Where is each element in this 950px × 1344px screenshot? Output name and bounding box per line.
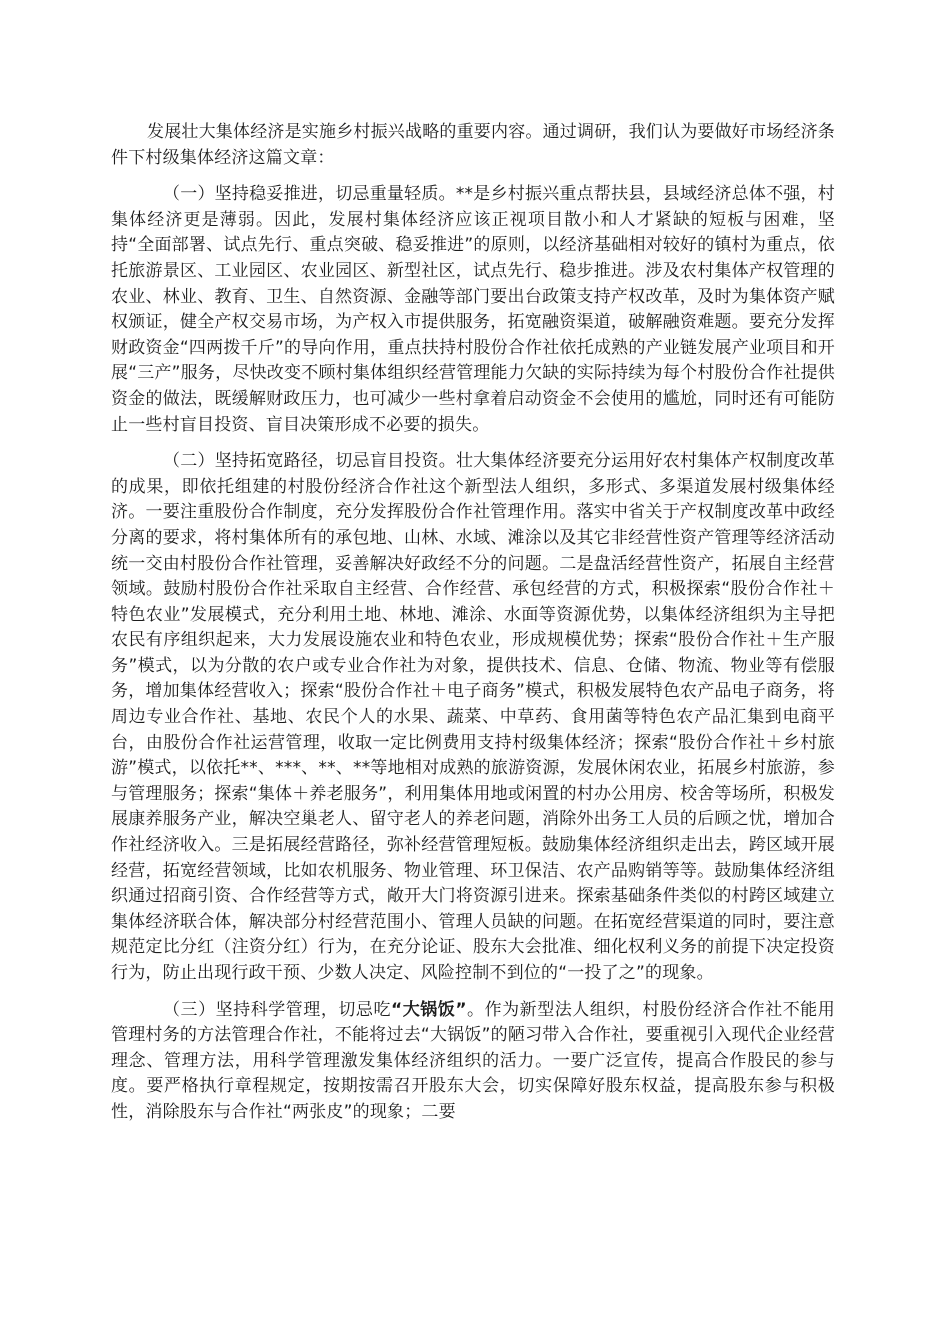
document-page bbox=[111, 120, 835, 1137]
section-three-heading: （三）坚持科学管理，切忌吃 bbox=[163, 999, 391, 1020]
section-three-heading-end: 。 bbox=[466, 999, 485, 1020]
section-two-paragraph bbox=[111, 449, 835, 986]
section-three-body: 作为新型法人组织，村股份经济合作社不能用管理村务的方法管理合作社，不能将过去“大锅饭”的陋习带入合作社，要重视引入现代企业经营理念、管理方法，用科学管理激发集体经济组织的活力。一要广泛宣传，提高合作股民的参与度。要严格执行章程规定，按期按需召开股东大会，切实保障好股东权益，提高股东参与积极性，消除股东与合作社“两张皮”的现象；二要 bbox=[111, 999, 836, 1122]
section-two-body: 壮大集体经济要充分运用好农村集体产权制度改革的成果，即依托组建的村股份经济合作社这个新型法人组织，多形式、多渠道发展村级集体经济。一要注重股份合作制度，充分发挥股份合作社管理作用。落实中省关于产权制度改革中政经分离的要求，将村集体所有的承包地、山林、水域、滩涂以及其它非经营性资产管理等经济活动统一交由村股份合作社管理，妥善解决好政经不分的问题。二是盘活经营性资产，拓展自主经营领域。鼓励村股份合作社采取自主经营、合作经营、承包经营的方式，积极探索“股份合作社＋特色农业”发展模式，充分利用土地、林地、滩涂、水面等资源优势，以集体经济组织为主导把农民有序组织起来，大力发展设施农业和特色农业，形成规模优势；探索“股份合作社＋生产服务”模式，以为分散的农户或专业合作社为对象，提供技术、信息、仓储、物流、物业等有偿服务，增加集体经营收入；探索“股份合作社＋电子商务”模式，积极发展特色农产品电子商务，将周边专业合作社、基地、农民个人的水果、蔬菜、中草药、食用菌等特色农产品汇集到电商平台，由股份合作社运营管理，收取一定比例费用支持村级集体经济；探索“股份合作社＋乡村旅游”模式，以依托**、***、**、**等地相对成熟的旅游资源，发展休闲农业，拓展乡村旅游，参与管理服务；探索“集体＋养老服务”，利用集体用地或闲置的村办公用房、校舍等场所，积极发展康养服务产业，解决空巢老人、留守老人的养老问题，消除外出务工人员的后顾之忧，增加合作社经济收入。三是拓展经营路径，弥补经营管理短板。鼓励集体经济组织走出去，跨区域开展经营，拓宽经营领域，比如农机服务、物业管理、环卫保洁、农产品购销等等。鼓励集体经济组织通过招商引资、合作经营等方式，敞开大门将资源引进来。探索基础条件类似的村跨区域建立集体经济联合体，解决部分村经营范围小、管理人员缺的问题。在拓宽经营渠道的同时，要注意规范定比分红（注资分红）行为，在充分论证、股东大会批准、细化权利义务的前提下决定投资行为，防止出现行政干预、少数人决定、风险控制不到位的“一投了之”的现象。 bbox=[111, 451, 835, 983]
section-one-heading: （一）坚持稳妥推进，切忌重量轻质。 bbox=[163, 184, 456, 205]
intro-paragraph bbox=[111, 120, 835, 171]
section-one-body: **是乡村振兴重点帮扶县，县域经济总体不强，村集体经济更是薄弱。因此，发展村集体经济应该正视项目散小和人才紧缺的短板与困难，坚持“全面部署、试点先行、重点突破、稳妥推进”的原则，以经济基础相对较好的镇村为重点，依托旅游景区、工业园区、农业园区、新型社区，试点先行、稳步推进。涉及农村集体产权管理的农业、林业、教育、卫生、自然资源、金融等部门要出台政策支持产权改革，及时为集体资产赋权颁证，健全产权交易市场，为产权入市提供服务，拓宽融资渠道，破解融资难题。要充分发挥财政资金“四两拨千斤”的导向作用，重点扶持村股份合作社依托成熟的产业链发展产业项目和开展“三产”服务，尽快改变不顾村集体组织经营管理能力欠缺的实际持续为每个村股份合作社提供资金的做法，既缓解财政压力，也可减少一些村拿着启动资金不会使用的尴尬，同时还有可能防止一些村盲目投资、盲目决策形成不必要的损失。 bbox=[111, 184, 835, 435]
section-two-heading: （二）坚持拓宽路径，切忌盲目投资。 bbox=[163, 451, 456, 472]
intro-text: 发展壮大集体经济是实施乡村振兴战略的重要内容。通过调研，我们认为要做好市场经济条件下村级集体经济这篇文章： bbox=[111, 122, 835, 168]
section-three-heading-emphasis: “大锅饭” bbox=[391, 999, 467, 1020]
section-one-paragraph bbox=[111, 182, 835, 438]
section-three-paragraph bbox=[111, 998, 835, 1126]
